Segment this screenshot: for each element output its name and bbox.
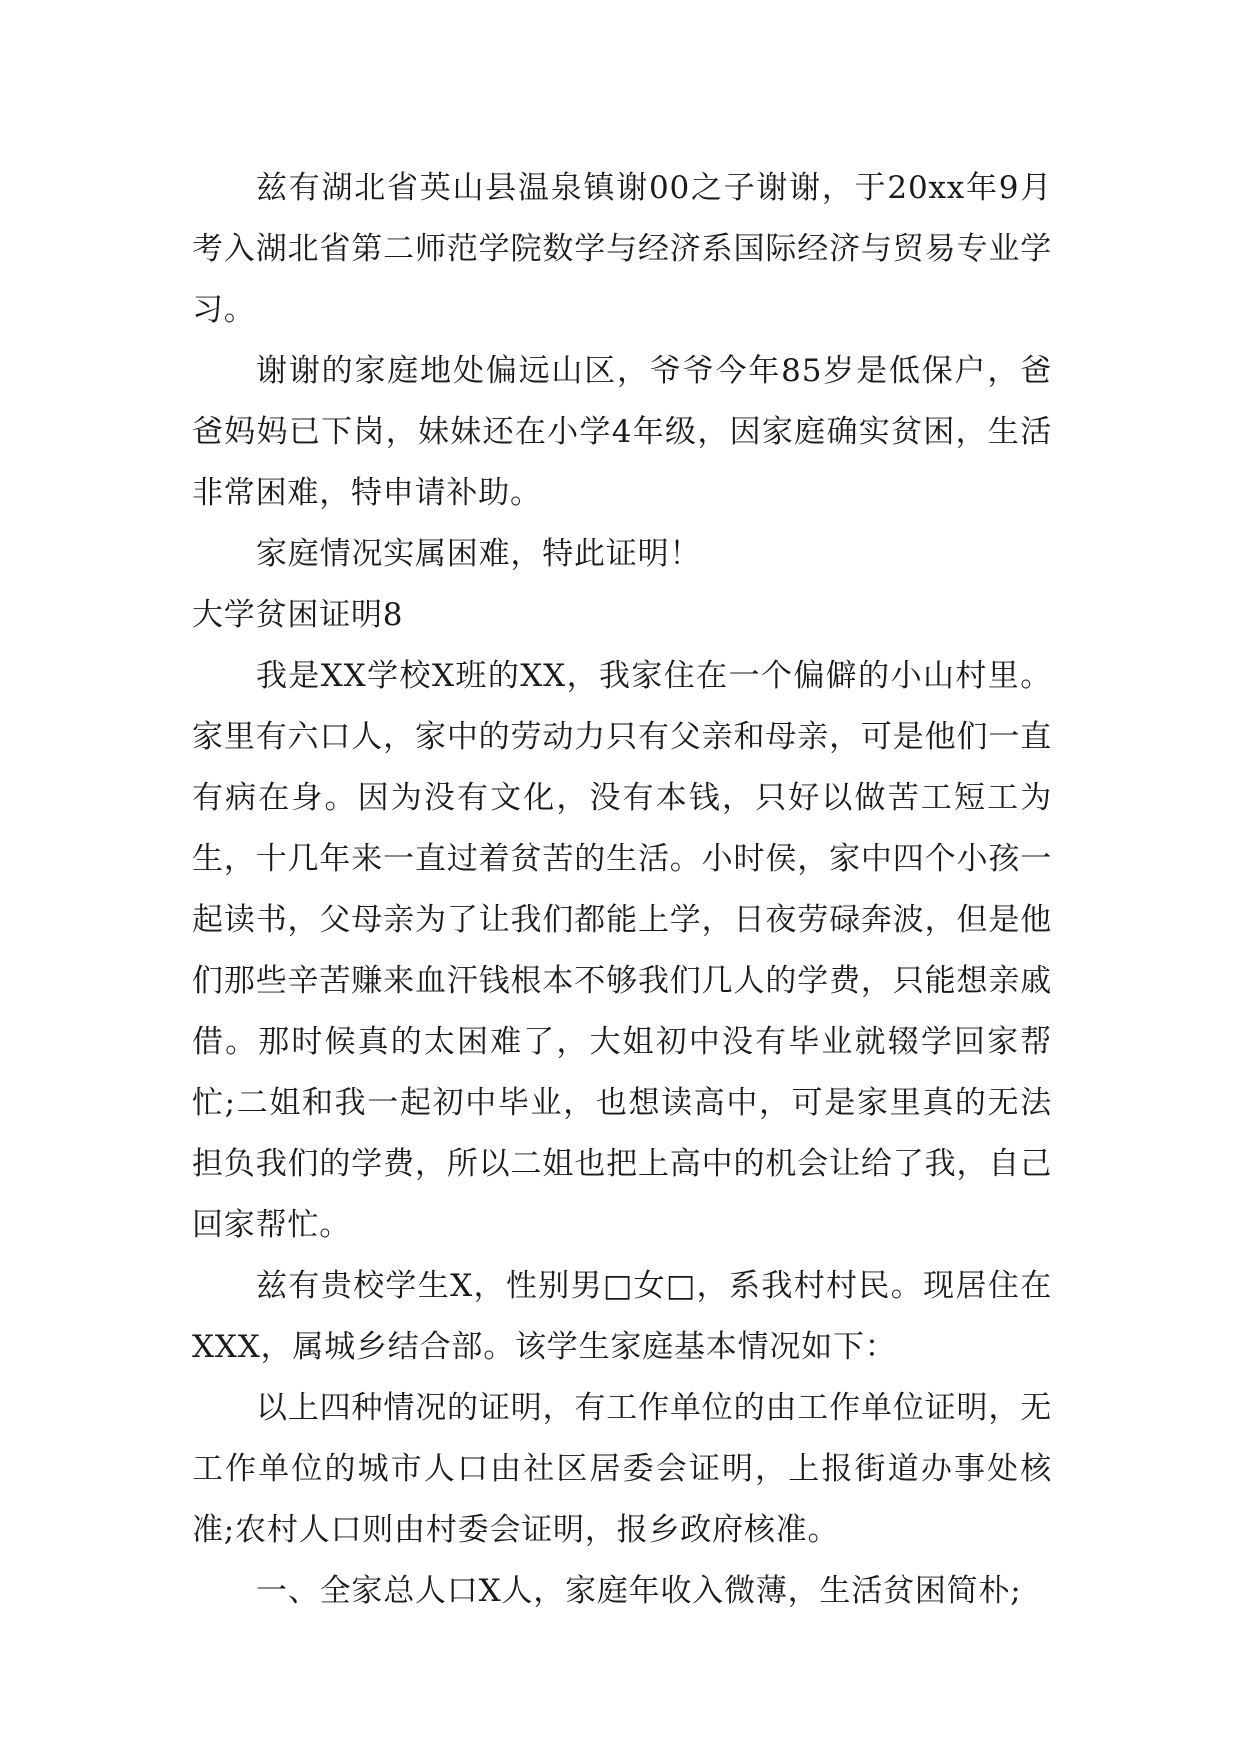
paragraph-certification: 家庭情况实属困难，特此证明！ (256, 536, 702, 572)
paragraph-item-one: 一、全家总人口X人，家庭年收入微薄，生活贫困简朴; (256, 1573, 1022, 1609)
paragraph-certification-rules: 以上四种情况的证明，有工作单位的由工作单位证明，无工作单位的城市人口由社区居委会证明，上报街道办事处核准;农村人口则由村委会证明，报乡政府核准。 (192, 1390, 1052, 1548)
paragraph-student-statement: 我是XX学校X班的XX，我家住在一个偏僻的小山村里。家里有六口人，家中的劳动力只有父亲和母亲，可是他们一直有病在身。因为没有文化，没有本钱，只好以做苦工短工为生，十几年来一直过着贫苦的生活。小时侯，家中四个小孩一起读书，父母亲为了让我们都能上学，日夜劳碌奔波，但是他们那些辛苦赚来血汗钱根本不够我们几人的学费，只能想亲戚借。那时候真的太困难了，大姐初中没有毕业就辍学回家帮忙;二姐和我一起初中毕业，也想读高中，可是家里真的无法担负我们的学费，所以二姐也把上高中的机会让给了我，自己回家帮忙。 (192, 658, 1052, 1243)
paragraph-family-situation: 谢谢的家庭地处偏远山区，爷爷今年85岁是低保户，爸爸妈妈已下岗，妹妹还在小学4年级，因家庭确实贫困，生活非常困难，特申请补助。 (192, 353, 1052, 511)
document-page (192, 158, 1052, 1622)
section-heading: 大学贫困证明8 (192, 597, 404, 633)
paragraph-village-certificate: 兹有贵校学生X，性别男□女□，系我村村民。现居住在XXX，属城乡结合部。该学生家庭基本情况如下： (192, 1268, 1052, 1365)
paragraph-enrollment: 兹有湖北省英山县温泉镇谢00之子谢谢，于20xx年9月考入湖北省第二师范学院数学与经济系国际经济与贸易专业学习。 (192, 170, 1052, 328)
